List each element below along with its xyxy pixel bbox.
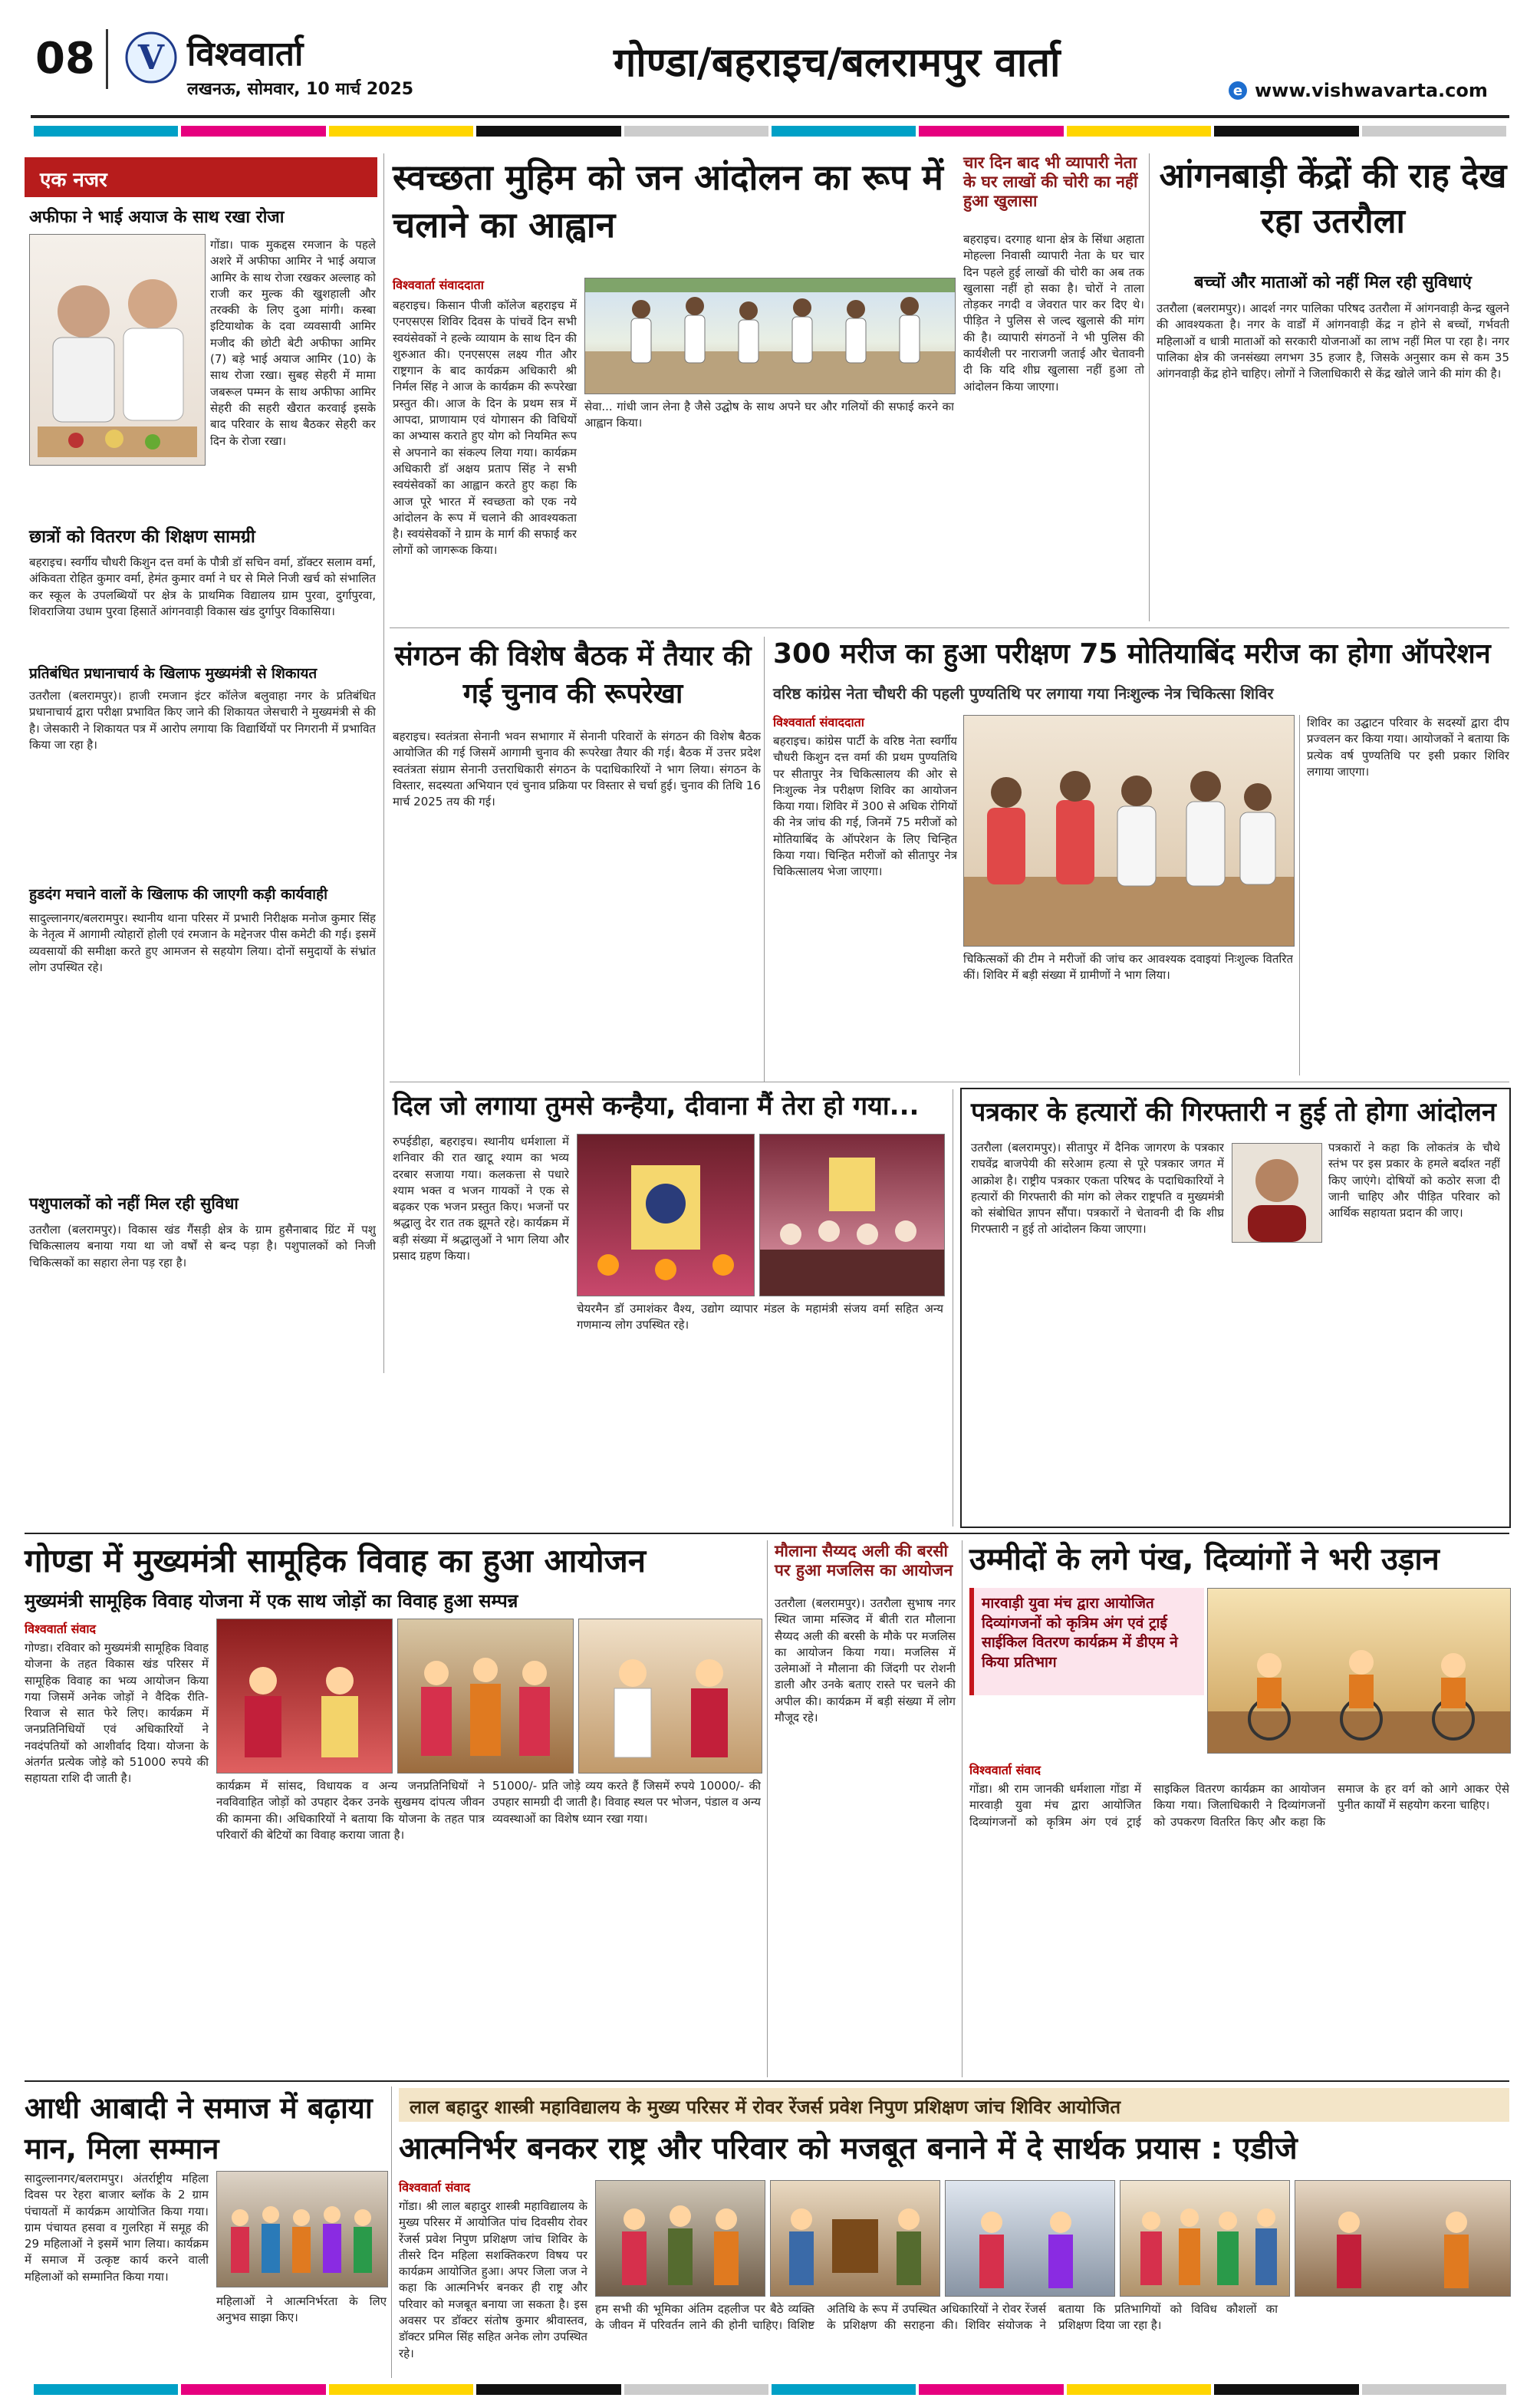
ek-nazar-column [25, 157, 377, 1377]
divyang-headline: उम्मीदों के लगे पंख, दिव्यांगों ने भरी उड़ान [969, 1542, 1440, 1577]
vivah-headline: गोण्डा में मुख्यमंत्री सामूहिक विवाह का हुआ आयोजन [25, 1542, 647, 1579]
vivah-photo-1 [216, 1619, 393, 1774]
vivah-photo-3 [578, 1619, 762, 1774]
aatmanirbhar-headline: आत्मनिर्भर बनकर राष्ट्र और परिवार को मजबूत बनाने में दे सार्थक प्रयास : एडीजे [399, 2131, 1298, 2166]
swachhata-headline: स्वच्छता मुहिम को जन आंदोलन का रूप में चलाने का आह्वान [393, 156, 943, 246]
vyapari-headline: चार दिन बाद भी व्यापारी नेता के घर लाखों की चोरी का नहीं हुआ खुलासा [963, 153, 1138, 210]
kanhaiya-body: रुपईडीहा, बहराइच। स्थानीय धर्मशाला में शनिवार की रात खाटू श्याम का भव्य दरबार सजाया गया। कलकत्ता से पधारे श्याम भक्त व भजन गायकों ने एक से बढ़कर एक भजन प्रस्तुत किए। भजनों पर श्रद्धालु देर रात तक झूमते रहे। कार्यक्रम में बड़ी संख्या में श्रद्धालुओं ने भाग लिया और प्रसाद ग्रहण किया। [393, 1135, 569, 1263]
aatmanirbhar-photo-3 [945, 2180, 1115, 2297]
motiyabind-subhead: वरिष्ठ कांग्रेस नेता चौधरी की पहली पुण्यतिथि पर लगाया गया निःशुल्क नेत्र चिकित्सा शिविर [773, 684, 1274, 703]
page-number: 08 [35, 34, 95, 84]
website-icon [1227, 80, 1249, 101]
ek-nazar-headline-4: हुडदंग मचाने वालों के खिलाफ की जाएगी कड़ी कार्यवाही [29, 886, 328, 903]
ek-nazar-body-4: सादुल्लानगर/बलरामपुर। स्थानीय थाना परिसर में प्रभारी निरीक्षक मनोज कुमार सिंह के नेतृत्व में आगामी त्योहारों होली एवं रमजान के मद्देनजर पीस कमेटी की गई। इसमें व्यवसायों की समीक्षा करते हुए आमजन से सहयोग लिया। दोनों समुदायों के संभ्रांत लोग उपस्थित रहे। [29, 911, 376, 974]
ek-nazar-headline-3: प्रतिबंधित प्रधानाचार्य के खिलाफ मुख्यमंत्री से शिकायत [29, 665, 318, 682]
aatmanirbhar-photo-2 [770, 2180, 940, 2297]
sangathan-headline: संगठन की विशेष बैठक में तैयार की गई चुनाव की रूपरेखा [394, 641, 752, 710]
aadhi-abadi-photo [216, 2171, 388, 2287]
vyapari-body: बहराइच। दरगाह थाना क्षेत्र के सिंधा अहाता मोहल्ला निवासी व्यापारी नेता के घर चार दिन पहले हुई लाखों की चोरी का अब तक खुलासा नहीं हो सका है। चोरों ने ताला तोड़कर नगदी व जेवरात पार कर दिए थे। पीड़ित ने पुलिस से जल्द खुलासे की मांग की है। व्यापारी संगठनों ने भी पुलिस की कार्यशैली पर नाराजगी जताई और चेतावनी दी कि यदि शीघ्र खुलासा नहीं हुआ तो आंदोलन किया जाएगा। [963, 232, 1144, 394]
aadhi-abadi-body: सादुल्लानगर/बलरामपुर। अंतर्राष्ट्रीय महिला दिवस पर रेहरा बाजार ब्लॉक के 2 ग्राम पंचायतों में कार्यक्रम आयोजित किया गया। ग्राम पंचायत हसवा व गुलरिहा में समूह की 29 महिलाओं ने इसमें भाग लिया। कार्यक्रम में समाज में उत्कृष्ट कार्य करने वाली महिलाओं को सम्मानित किया गया। [25, 2172, 209, 2284]
anganwadi-subhead: बच्चों और माताओं को नहीं मिल रही सुविधाएं [1194, 273, 1472, 292]
motiyabind-body: बहराइच। कांग्रेस पार्टी के वरिष्ठ नेता स्वर्गीय चौधरी किशुन दत्त वर्मा की प्रथम पुण्यतिथि पर सीतापुर नेत्र चिकित्सालय की ओर से निःशुल्क नेत्र परीक्षण शिविर का आयोजन किया गया। शिविर में 300 से अधिक रोगियों की नेत्र जांच की गई, जिनमें 75 मरीजों को मोतियाबिंद के ऑपरेशन के लिए चिन्हित किया गया। चिन्हित मरीजों को सीतापुर नेत्र चिकित्सालय भेजा जाएगा। [773, 734, 957, 879]
motiyabind-body-2: चिकित्सकों की टीम ने मरीजों की जांच कर आवश्यक दवाइयां निःशुल्क वितरित कीं। शिविर में बड़ी संख्या में ग्रामीणों ने भाग लिया। [963, 952, 1293, 983]
motiyabind-tag: विश्ववार्ता संवाददाता [773, 715, 864, 730]
website-url[interactable]: www.vishwavarta.com [1255, 80, 1488, 101]
color-strip-top [34, 126, 1506, 137]
dateline: लखनऊ, सोमवार, 10 मार्च 2025 [187, 80, 414, 99]
divyang-highlight [969, 1588, 1204, 1695]
ek-nazar-headline-2: छात्रों को वितरण की शिक्षण सामग्री [29, 527, 255, 547]
motiyabind-headline: 300 मरीज का हुआ परीक्षण 75 मोतियाबिंद मरीज का होगा ऑपरेशन [773, 638, 1491, 670]
aatmanirbhar-photo-5 [1295, 2180, 1511, 2297]
rover-banner-text: लाल बहादुर शास्त्री महाविद्यालय के मुख्य परिसर में रोवर रेंजर्स प्रवेश निपुण प्रशिक्षण जांच शिविर आयोजित [410, 2096, 1121, 2118]
ek-nazar-photo-roza [29, 234, 206, 466]
anganwadi-headline: आंगनबाड़ी केंद्रों की राह देख रहा उतरौला [1159, 156, 1507, 242]
patrakar-headline: पत्रकार के हत्यारों की गिरफ्तारी न हुई तो होगा आंदोलन [971, 1097, 1496, 1128]
ek-nazar-headline-5: पशुपालकों को नहीं मिल रही सुविधा [29, 1194, 239, 1213]
masthead [0, 0, 1540, 123]
aatmanirbhar-tag: विश्ववार्ता संवाद [399, 2180, 470, 2195]
maulana-headline: मौलाना सैय्यद अली की बरसी पर हुआ मजलिस का आयोजन [775, 1542, 953, 1579]
swachhata-tag: विश्ववार्ता संवाददाता [393, 278, 484, 292]
patrakar-body-2: पत्रकारों ने कहा कि लोकतंत्र के चौथे स्तंभ पर इस प्रकार के हमले बर्दाश्त नहीं किए जाएंगे। दोषियों को कठोर सजा दी जानी चाहिए और पीड़ित परिवार को आर्थिक सहायता प्रदान की जाए। [1328, 1141, 1500, 1220]
ek-nazar-body-3: उतरौला (बलरामपुर)। हाजी रमजान इंटर कॉलेज बलुवाहा नगर के प्रतिबंधित प्रधानाचार्य द्वारा परीक्षा प्रभावित किए जाने की शिकायत जेसचारी ने मुख्यमंत्री से की है। जेसकारी ने शिकायत पत्र में आरोप लगाया कि विद्यार्थियों पर निगरानी में प्रभावित किया जा रहा है। [29, 689, 376, 752]
aatmanirbhar-body: गोंडा। श्री लाल बहादुर शास्त्री महाविद्यालय के मुख्य परिसर में आयोजित पांच दिवसीय रोवर रेंजर्स प्रवेश निपुण प्रशिक्षण जांच शिविर के तीसरे दिन महिला सशक्तिकरण विषय पर कार्यक्रम आयोजित हुआ। अपर जिला जज ने कहा कि आत्मनिर्भर बनकर ही राष्ट्र और परिवार को मजबूत बनाया जा सकता है। इस अवसर पर डॉक्टर संतोष कुमार श्रीवास्तव, डॉक्टर प्रमिल सिंह सहित अनेक लोग उपस्थित रहे। [399, 2199, 587, 2360]
rover-banner [399, 2088, 1509, 2122]
swachhata-caption: सेवा... गांधी जान लेना है जैसे उद्घोष के साथ अपने घर और गलियों की सफाई करने का आह्वान किया। [584, 400, 954, 430]
vivah-body: गोण्डा। रविवार को मुख्यमंत्री सामूहिक विवाह योजना के तहत विकास खंड परिसर में सामूहिक विवाह का भव्य आयोजन किया गया जिसमें अनेक जोड़ों ने वैदिक रीति-रिवाज से सात फेरे लिए। कार्यक्रम में जनप्रतिनिधियों एवं अधिकारियों ने नवदंपतियों को आशीर्वाद दिया। योजना के अंतर्गत प्रत्येक जोड़े को 51000 रुपये की सहायता राशि दी जाती है। [25, 1641, 209, 1786]
ek-nazar-body-1: गोंडा। पाक मुकद्दस रमजान के पहले अशरे में अफीफा आमिर ने भाई अयाज आमिर के साथ रोजा रखकर अल्लाह को राजी कर मुल्क की खुशहाली और तरक्की के लिए दुआ मांगी। कस्बा इटियाथोक के दवा व्यवसायी आमिर मजीद की छोटी बेटी अफीफा आमिर (7) बड़े भाई अयाज आमिर (10) के साथ रोजा रखा। सुबह सेहरी में मामा जबरूल पम्मन के साथ अफीफा आमिर सेहरी की सहरी खैरात करवाई इसके बाद परिवार के साथ बैठकर सेहरी कर दिन के रोजा रखा। [210, 238, 376, 448]
kanhaiya-caption: चेयरमैन डॉ उमाशंकर वैश्य, उद्योग व्यापार मंडल के महामंत्री संजय वर्मा सहित अन्य गणमान्य लोग उपस्थित रहे। [577, 1302, 943, 1332]
color-strip-bottom [34, 2384, 1506, 2395]
ek-nazar-body-5: उतरौला (बलरामपुर)। विकास खंड गैंसड़ी क्षेत्र के ग्राम हुसैनाबाद ग्रिंट में पशु चिकित्सालय बनाया गया था जो वर्षों से बन्द पड़ा है। पशुपालकों को निजी चिकित्सकों का सहारा लेना पड़ रहा है। [29, 1223, 376, 1270]
swachhata-photo [584, 278, 956, 394]
aatmanirbhar-photo-4 [1120, 2180, 1290, 2297]
aadhi-abadi-headline: आधी आबादी ने समाज में बढ़ाया मान, मिला सम्मान [25, 2091, 373, 2166]
anganwadi-body: उतरौला (बलरामपुर)। आदर्श नगर पालिका परिषद उतरौला में आंगनवाड़ी केन्द्र खुलने की आवश्यकता है। नगर के वार्डों में आंगनवाड़ी केंद्र न होने से बच्चों, गर्भवती महिलाओं व धात्री माताओं को सरकारी योजनाओं का लाभ नहीं मिल पा रहा है। नगर पालिका क्षेत्र की जनसंख्या लगभग 35 हजार है, जिसके अनुसार कम से कम 35 आंगनवाड़ी केंद्र होने चाहिए। लोगों ने जिलाधिकारी से केंद्र खोले जाने की मांग की है। [1157, 301, 1509, 381]
patrakar-portrait [1232, 1143, 1322, 1243]
aatmanirbhar-photo-1 [595, 2180, 765, 2297]
aadhi-abadi-body-2: महिलाओं ने आत्मनिर्भरता के लिए अनुभव साझा किए। [216, 2294, 387, 2325]
maulana-body: उतरौला (बलरामपुर)। उतरौला सुभाष नगर स्थित जामा मस्जिद में बीती रात मौलाना सैय्यद अली की बरसी के मौके पर मजलिस का आयोजन किया गया। मजलिस में उलेमाओं ने मौलाना की जिंदगी पर रोशनी डाली और उनके बताए रास्ते पर चलने की अपील की। कार्यक्रम में बड़ी संख्या में लोग मौजूद रहे। [775, 1596, 956, 1725]
section-title: गोण्डा/बहराइच/बलरामपुर वार्ता [614, 40, 1061, 86]
vivah-subhead: मुख्यमंत्री सामूहिक विवाह योजना में एक साथ जोड़ों का विवाह हुआ सम्पन्न [25, 1590, 518, 1612]
ek-nazar-label [25, 157, 377, 197]
vivah-photo-2 [397, 1619, 574, 1774]
ek-nazar-headline-1: अफीफा ने भाई अयाज के साथ रखा रोजा [29, 208, 285, 227]
ek-nazar-body-2: बहराइच। स्वर्गीय चौधरी किशुन दत्त वर्मा के पौत्री डॉ सचिन वर्मा, डॉक्टर सलाम वर्मा, अंकिवता रोहित कुमार वर्मा, हेमंत कुमार वर्मा ने घर से मिले निजी खर्च को संभालित कर स्कूल के उपलब्धियों पर क्षेत्र के प्राथमिक विद्यालय ग्राम पुरवा, दुर्गापुरवा, शिवराजिया उधाम पुरवा हिसातें आंगनवाड़ी विकास खंड दुर्गापुर विकासिया। [29, 555, 376, 618]
vivah-body-2: कार्यक्रम में सांसद, विधायक व अन्य जनप्रतिनिधियों ने नवविवाहित जोड़ों को उपहार देकर उनके सुखमय दांपत्य जीवन की कामना की। अधिकारियों ने बताया कि योजना के तहत पात्र परिवारों की बेटियों का विवाह कराया जाता है। [216, 1779, 485, 1842]
svg-text:e: e [1232, 83, 1243, 99]
vivah-tag: विश्ववार्ता संवाद [25, 1622, 96, 1636]
svg-text:V: V [137, 38, 165, 77]
motiyabind-photo [963, 715, 1295, 947]
paper-logo [124, 31, 178, 84]
patrakar-body: उतरौला (बलरामपुर)। सीतापुर में दैनिक जागरण के पत्रकार राघवेंद्र बाजपेयी की सरेआम हत्या से पूरे पत्रकार जगत में आक्रोश है। राष्ट्रीय पत्रकार एकता परिषद के पदाधिकारियों ने हत्यारों की गिरफ्तारी की मांग को लेकर राष्ट्रपति व मुख्यमंत्री को संबोधित ज्ञापन सौंपा। पत्रकारों ने चेतावनी दी कि शीघ्र गिरफ्तारी न हुई तो आंदोलन किया जाएगा। [971, 1141, 1224, 1237]
ek-nazar-label-text: एक नजर [40, 169, 107, 192]
swachhata-body: बहराइच। किसान पीजी कॉलेज बहराइच में एनएसएस शिविर दिवस के पांचवें दिन सभी स्वयंसेवकों ने हल्के व्यायाम के साथ दिन की शुरुआत की। एनएसएस लक्ष्य गीत और राष्ट्रगान के बाद कार्यक्रम अधिकारी श्री निर्मल सिंह ने आज के कार्यक्रम की रूपरेखा प्रस्तुत की। आज के दिन के प्रथम सत्र में आपदा, प्राणायाम एवं योगासन की विधियों का अभ्यास कराते हुए योग को नियमित रूप से अपनाने का संकल्प लिया गया। कार्यक्रम अधिकारी डॉ अक्षय प्रताप सिंह ने सभी स्वयंसेवकों का आह्वान करते हुए कहा कि आज पूरे भारत में स्वच्छता को एक नये आंदोलन के रूप में चलाने की आवश्यकता है। स्वयंसेवकों ने ग्राम के मार्ग की सफाई कर लोगों को जागरूक किया। [393, 298, 577, 558]
aatmanirbhar-body-2: हम सभी की भूमिका अंतिम दहलीज पर बैठे व्यक्ति के जीवन में परिवर्तन लाने की होनी चाहिए। विशिष्ट अतिथि के रूप में उपस्थित अधिकारियों ने रोवर रेंजर्स के प्रशिक्षण की सराहना की। शिविर संयोजक ने बताया कि प्रतिभागियों को विविध कौशलों का प्रशिक्षण दिया जा रहा है। [595, 2302, 1278, 2333]
motiyabind-body-3: शिविर का उद्घाटन परिवार के सदस्यों द्वारा दीप प्रज्वलन कर किया गया। आयोजकों ने बताया कि प्रत्येक वर्ष पुण्यतिथि पर इसी प्रकार शिविर लगाया जाएगा। [1307, 716, 1509, 779]
divyang-tag: विश्ववार्ता संवाद [969, 1763, 1041, 1777]
kanhaiya-photo-2 [759, 1134, 945, 1296]
sangathan-body: बहराइच। स्वतंत्रता सेनानी भवन सभागार में सेनानी परिवारों के संगठन की विशेष बैठक आयोजित की गई जिसमें आगामी चुनाव की रूपरेखा तैयार की गई। बैठक में उत्तर प्रदेश स्वतंत्रता संग्राम सेनानी उत्तराधिकारी संगठन के पदाधिकारियों ने भाग लिया। संगठन के विस्तार, सदस्यता अभियान एवं चुनाव प्रक्रिया पर विस्तार से चर्चा हुई। चुनाव की तिथि 16 मार्च 2025 तय की गई। [393, 730, 761, 809]
divyang-photo [1207, 1588, 1511, 1754]
paper-name: विश्ववार्ता [187, 35, 304, 74]
divyang-highlight-text: मारवाड़ी युवा मंच द्वारा आयोजित दिव्यांगजनों को कृत्रिम अंग एवं ट्राई साईकिल वितरण कार्यक्रम में डीएम ने किया प्रतिभाग [982, 1595, 1178, 1671]
kanhaiya-headline: दिल जो लगाया तुमसे कन्हैया, दीवाना मैं तेरा हो गया... [393, 1091, 920, 1121]
divyang-body: गोंडा। श्री राम जानकी धर्मशाला गोंडा में मारवाड़ी युवा मंच द्वारा आयोजित दिव्यांगजनों को कृत्रिम अंग एवं ट्राई साइकिल वितरण कार्यक्रम का आयोजन किया गया। जिलाधिकारी ने दिव्यांगजनों को उपकरण वितरित किए और कहा कि समाज के हर वर्ग को आगे आकर ऐसे पुनीत कार्यों में सहयोग करना चाहिए। [969, 1782, 1509, 1829]
vivah-body-3: 51000/- प्रति जोड़े व्यय करते हैं जिसमें रुपये 10000/- की उपहार सामग्री दी जाती है। विवाह स्थल पर भोजन, पंडाल व अन्य व्यवस्थाओं का विशेष ध्यान रखा गया। [492, 1779, 761, 1826]
kanhaiya-photo-1 [577, 1134, 755, 1296]
